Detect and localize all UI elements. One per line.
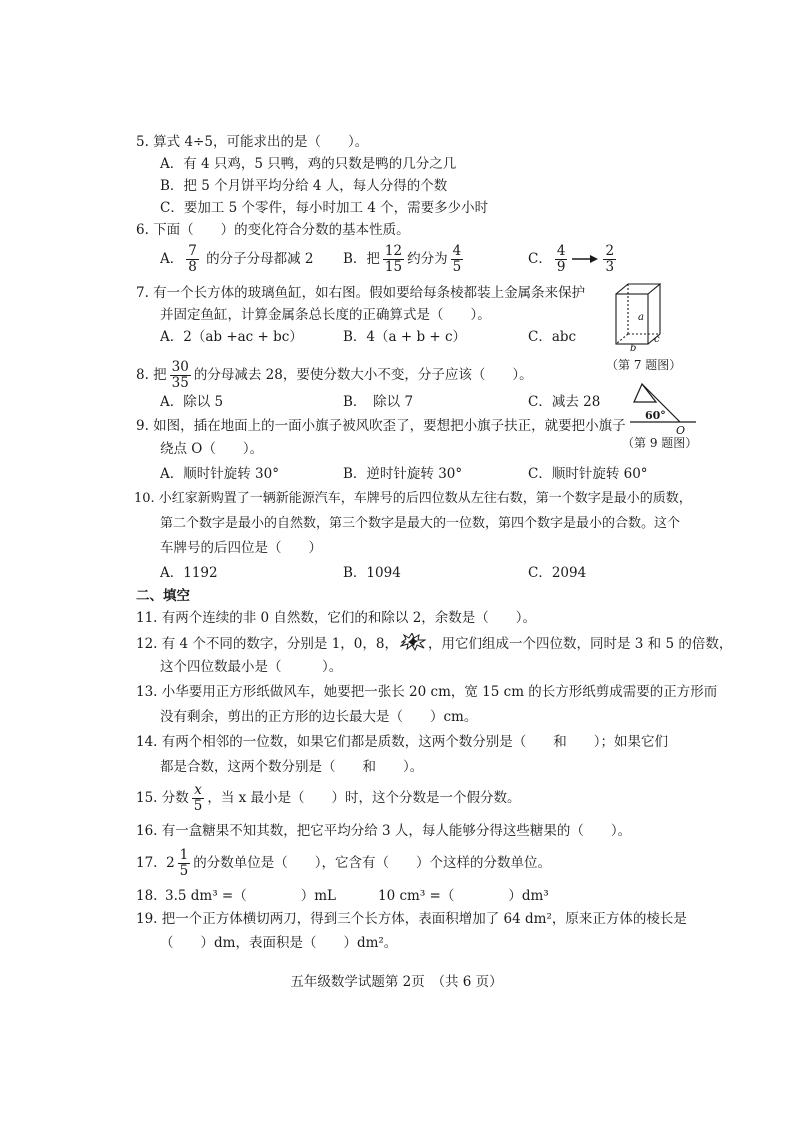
frac-numerator: 7 <box>188 243 197 259</box>
page-footer: 五年级数学试题第 2页 （共 6 页） <box>290 974 503 990</box>
q12-pre: 12. 有 4 个不同的数字，分别是 1，0，8， <box>136 636 398 652</box>
q17 <box>136 848 551 879</box>
frac-denominator: 8 <box>188 259 197 275</box>
frac-denominator: 35 <box>171 375 189 391</box>
q7-option-a: A．2（ab +ac + bc） <box>160 329 303 345</box>
cuboid-label-a: a <box>638 312 644 323</box>
q6-option-b <box>343 244 466 275</box>
frac-numerator: x <box>194 782 202 798</box>
q8-fraction <box>170 360 191 391</box>
q8-stem <box>136 360 533 391</box>
q6-a-label: A． <box>160 251 184 267</box>
q5-stem: 5. 算式 4÷5，可能求出的是（ ）。 <box>136 134 369 150</box>
q9-line-2: 绕点 O（ ）。 <box>160 441 264 457</box>
q11: 11. 有两个连续的非 0 自然数，它们的和除以 2，余数是（ ）。 <box>136 610 537 626</box>
q12-post: ，用它们组成一个四位数，同时是 3 和 5 的倍数， <box>428 636 733 652</box>
q18-right: 10 cm³ =（ ）dm³ <box>378 888 549 904</box>
frac-numerator: 12 <box>384 243 403 259</box>
flag-angle-label: 60° <box>645 409 666 422</box>
q15-fraction <box>192 783 205 814</box>
frac-numerator: 4 <box>556 243 566 259</box>
q15 <box>136 783 521 814</box>
q5-option-a: A．有 4 只鸡，5 只鸭，鸡的只数是鸭的几分之几 <box>160 156 457 172</box>
q6-b-label: B．把 <box>343 251 380 267</box>
q9-option-c: C．顺时针旋转 60° <box>528 466 648 482</box>
q9-option-a: A．顺时针旋转 30° <box>160 466 279 482</box>
tilted-flag-figure <box>628 380 698 430</box>
q7-figure-caption: （第 7 题图） <box>606 358 682 372</box>
q12-line-1 <box>136 633 732 656</box>
flag-point-label: O <box>676 424 686 437</box>
q10-option-b: B．1094 <box>343 565 401 581</box>
frac-denominator: 5 <box>193 798 203 814</box>
frac-numerator: 30 <box>171 359 189 375</box>
q7-option-c: C．abc <box>528 329 577 345</box>
ink-blot-icon <box>400 633 426 656</box>
q7-line-2: 并固定鱼缸，计算金属条总长度的正确算式是（ ）。 <box>160 307 491 323</box>
q16: 16. 有一盒糖果不知其数，把它平均分给 3 人，每人能够分得这些糖果的（ ）。 <box>136 823 632 839</box>
frac-denominator: 9 <box>556 259 566 275</box>
q8-post: 的分母减去 28，要使分数大小不变，分子应该（ ）。 <box>193 367 533 383</box>
q6-b-mid: 约分为 <box>407 251 448 267</box>
q6-stem: 6. 下面（ ）的变化符合分数的基本性质。 <box>136 222 410 238</box>
q17-pre: 17. <box>136 855 158 871</box>
q12-line-2: 这个四位数最小是（ ）。 <box>160 659 343 675</box>
q10-option-c: C．2094 <box>528 565 587 581</box>
q17-fraction <box>178 848 191 879</box>
q5-option-b: B．把 5 个月饼平均分给 4 人，每人分得的个数 <box>160 178 448 194</box>
q7-line-1: 7. 有一个长方体的玻璃鱼缸，如右图。假如要给每条棱都装上金属条来保护 <box>136 285 586 301</box>
right-arrow-icon <box>572 251 598 269</box>
q17-post: 的分数单位是（ ），它含有（ ）个这样的分数单位。 <box>193 855 552 871</box>
q6-c-label: C． <box>528 251 552 267</box>
q8-option-c: C．减去 28 <box>528 394 601 410</box>
q18-left: 3.5 dm³ =（ ）mL <box>165 888 336 904</box>
q9-line-1: 9. 如图，插在地面上的一面小旗子被风吹歪了，要想把小旗子扶正，就要把小旗子 <box>136 418 626 434</box>
q14-line-2: 都是合数，这两个数分别是（ 和 ）。 <box>160 759 424 775</box>
q15-pre: 15. 分数 <box>136 790 189 806</box>
q8-option-b: B． 除以 7 <box>343 394 414 410</box>
q10-line-2: 第二个数字是最小的自然数，第三个数字是最大的一位数，第四个数字是最小的合数。这个 <box>160 516 681 531</box>
q8-pre: 8. 把 <box>136 367 167 383</box>
frac-numerator: 4 <box>452 243 462 259</box>
q17-whole: 2 <box>166 855 175 871</box>
frac-numerator: 2 <box>605 243 615 259</box>
q13-line-1: 13. 小华要用正方形纸做风车，她要把一张长 20 cm，宽 15 cm 的长方形纸剪成需要的正方形而 <box>136 684 718 700</box>
q10-option-a: A．1192 <box>160 565 218 581</box>
q19-line-1: 19. 把一个正方体横切两刀，得到三个长方体，表面积增加了 64 dm²，原来正方体的棱长是 <box>136 911 687 927</box>
q6-b-fraction-2 <box>451 244 464 275</box>
q19-line-2: （ ）dm，表面积是（ ）dm²。 <box>160 935 398 951</box>
q13-line-2: 没有剩余，剪出的正方形的边长最大是（ ）cm。 <box>160 709 478 725</box>
q10-line-1: 10. 小红家新购置了一辆新能源汽车，车牌号的后四位数从左往右数，第一个数字是最小的质数， <box>134 491 692 506</box>
frac-denominator: 3 <box>605 259 615 275</box>
q7-option-b: B．4（a + b + c） <box>343 329 467 345</box>
frac-denominator: 15 <box>384 259 403 275</box>
q6-b-fraction-1 <box>383 244 404 275</box>
q6-a-text: 的分子分母都减 2 <box>206 251 314 267</box>
q6-option-c <box>528 244 619 275</box>
q18-number: 18. <box>136 888 158 904</box>
section-heading-fill-in: 二、填空 <box>136 588 190 604</box>
q6-option-a <box>160 244 314 275</box>
q6-c-fraction-1 <box>555 244 568 275</box>
cuboid-label-b: b <box>630 343 637 354</box>
q15-post: ，当 x 最小是（ ）时，这个分数是一个假分数。 <box>207 790 521 806</box>
frac-numerator: 1 <box>179 847 189 863</box>
q6-a-fraction <box>186 244 199 275</box>
q14-line-1: 14. 有两个相邻的一位数，如果它们都是质数，这两个数分别是（ 和 ）；如果它们 <box>136 734 669 750</box>
q10-line-3: 车牌号的后四位是（ ） <box>160 540 322 556</box>
q9-figure-caption: （第 9 题图） <box>622 436 698 450</box>
q6-c-fraction-2 <box>603 244 616 275</box>
cuboid-label-c: c <box>654 334 660 345</box>
frac-denominator: 5 <box>179 863 189 879</box>
q8-option-a: A．除以 5 <box>160 394 224 410</box>
q9-option-b: B．逆时针旋转 30° <box>343 466 463 482</box>
q5-option-c: C．要加工 5 个零件，每小时加工 4 个，需要多少小时 <box>160 200 489 216</box>
frac-denominator: 5 <box>452 259 462 275</box>
